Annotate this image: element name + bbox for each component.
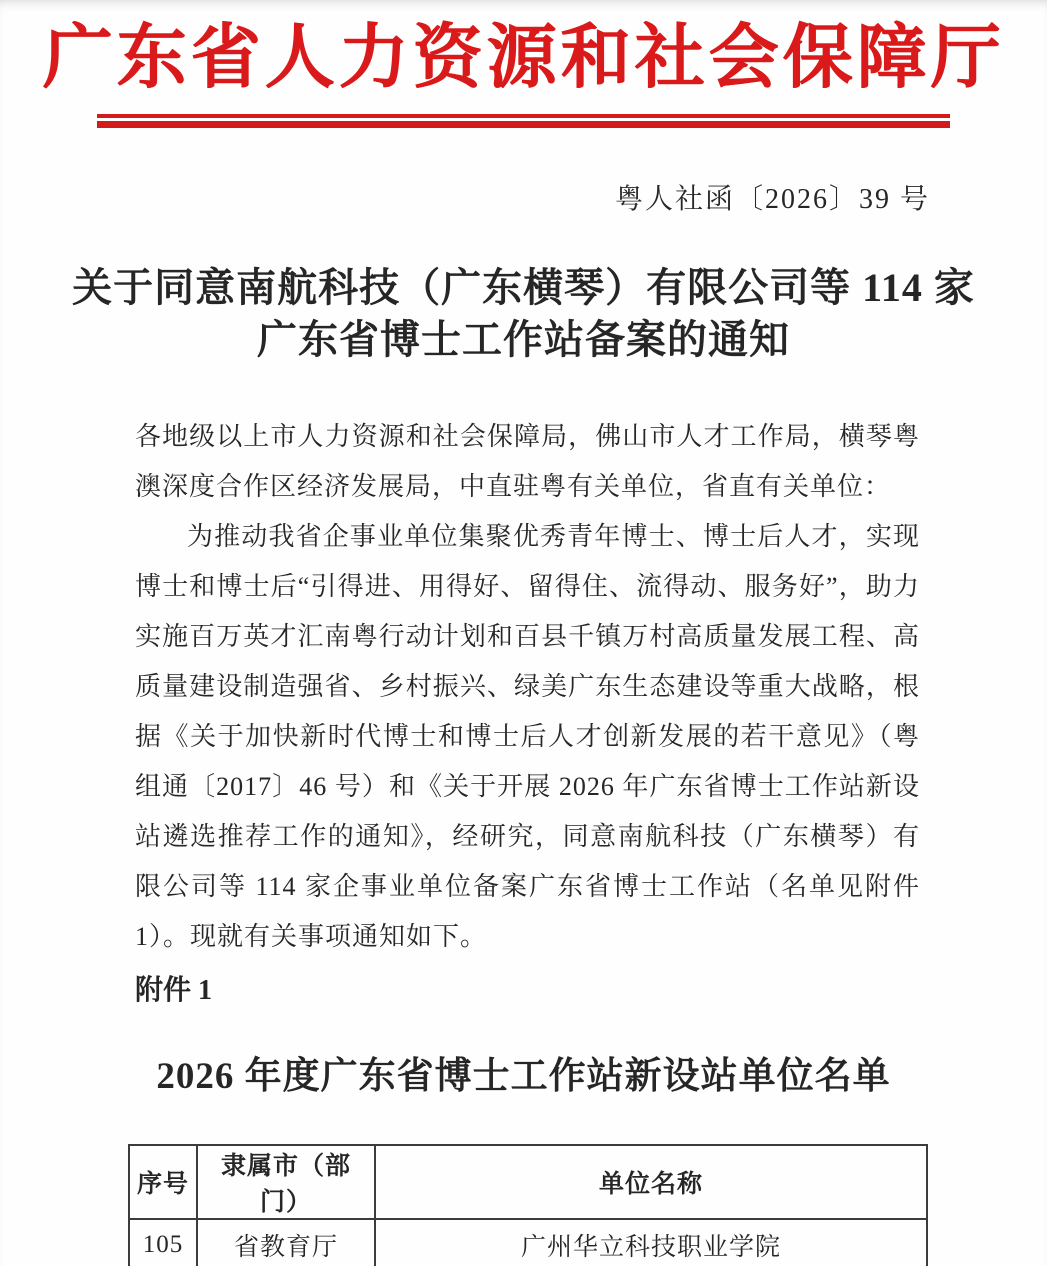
table-row (129, 1219, 927, 1266)
cell-city-department: 省教育厅 (197, 1219, 375, 1266)
letterhead-divider-rule (97, 114, 950, 128)
addressee-paragraph: 各地级以上市人力资源和社会保障局，佛山市人才工作局，横琴粤澳深度合作区经济发展局，中直驻粤有关单位，省直有关单位： (135, 422, 920, 501)
document-title (60, 262, 987, 366)
attachment-title: 2026 年度广东省博士工作站新设站单位名单 (156, 1056, 891, 1097)
column-header-unit-name: 单位名称 (375, 1145, 927, 1219)
table-header-row (129, 1145, 927, 1219)
cell-index: 105 (129, 1219, 197, 1266)
main-body-paragraph: 为推动我省企事业单位集聚优秀青年博士、博士后人才，实现博士和博士后“引得进、用得好、留得住、流得动、服务好”，助力实施百万英才汇南粤行动计划和百县千镇万村高质量发展工程、高质量建设制造强省、乡村振兴、绿美广东生态建设等重大战略，根据《关于加快新时代博士和博士后人才创新发展的若干意见》（粤组通〔2017〕46 号）和《关于开展 2026 年广东省博士工作站新设站遴选推荐工作的通知》，经研究，同意南航科技（广东横琴）有限公司等 114 家企事业单位备案广东省博士工作站（名单见附件 1）。现就有关事项通知如下。 (135, 522, 920, 951)
document-title-line1: 关于同意南航科技（广东横琴）有限公司等 114 家 (72, 265, 975, 310)
column-header-city-department: 隶属市（部门） (197, 1145, 375, 1219)
letterhead-agency-title: 广东省人力资源和社会保障厅 (42, 20, 1005, 97)
column-header-index: 序号 (129, 1145, 197, 1219)
document-number: 粤人社函〔2026〕39 号 (614, 184, 930, 215)
attachment-label: 附件 1 (135, 975, 213, 1006)
document-body (135, 412, 920, 962)
cell-unit-name: 广州华立科技职业学院 (375, 1219, 927, 1266)
document-title-line2: 广东省博士工作站备案的通知 (257, 317, 790, 362)
unit-list-table (128, 1144, 928, 1266)
